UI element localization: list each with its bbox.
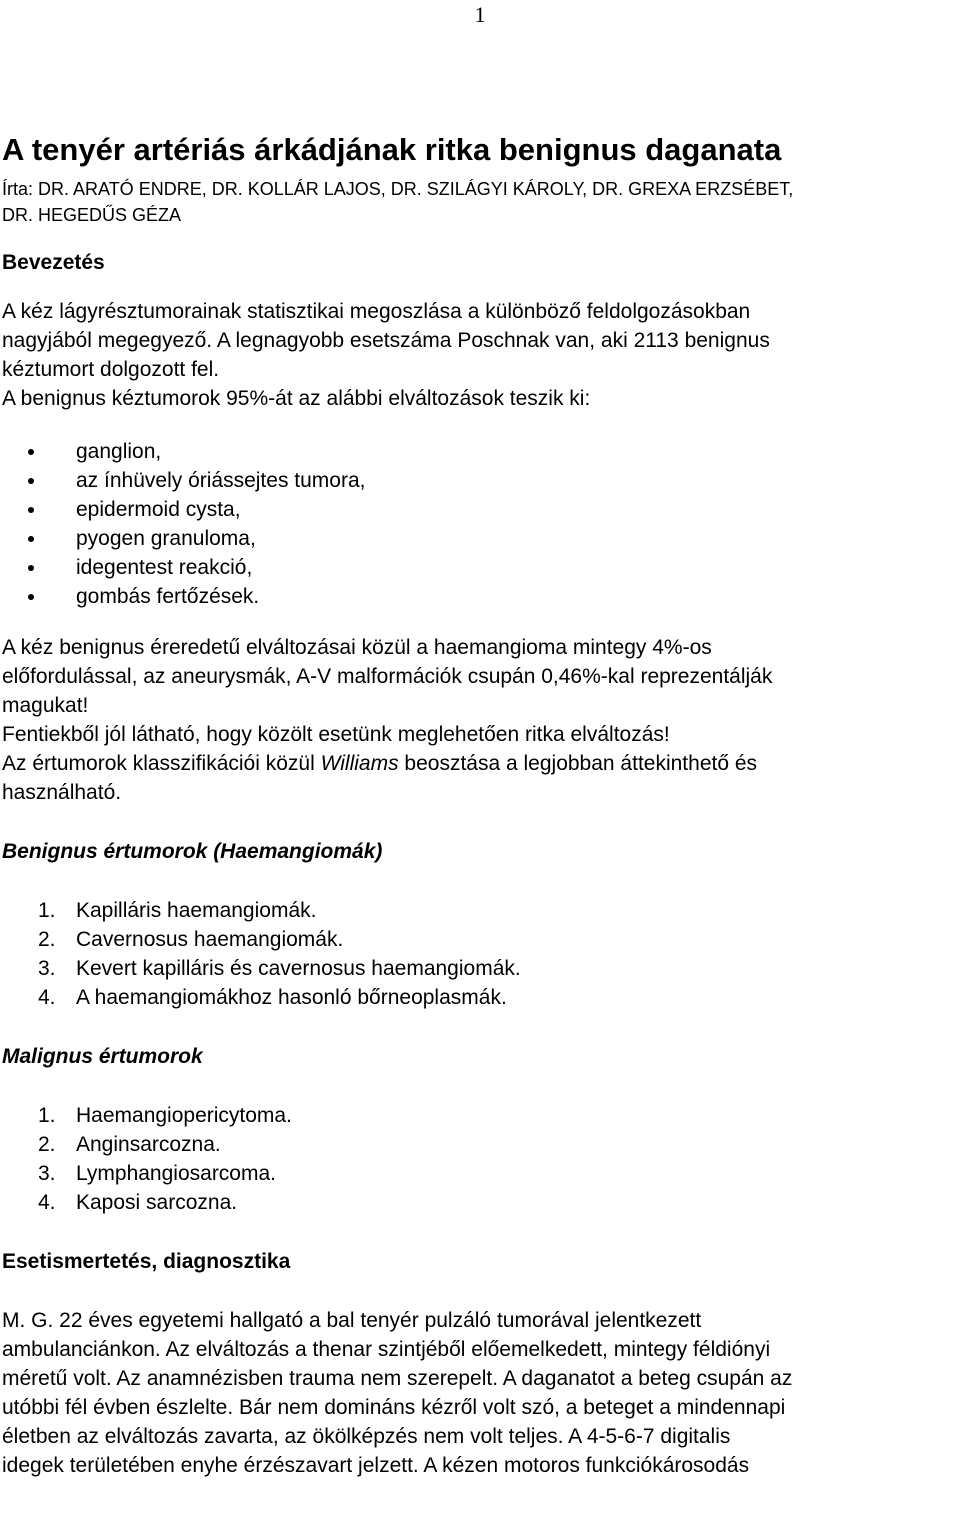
list-item-text: Anginsarcozna. bbox=[76, 1133, 221, 1156]
bullet-item: idegentest reakció, bbox=[2, 553, 942, 582]
list-item-text: A haemangiomákhoz hasonló bőrneoplasmák. bbox=[76, 986, 507, 1009]
list-item-text: Lymphangiosarcoma. bbox=[76, 1162, 276, 1185]
intro-paragraph-2 bbox=[2, 633, 942, 807]
list-item bbox=[2, 925, 942, 954]
text-line: A kéz benignus éreredetű elváltozásai közül a haemangioma mintegy 4%-os bbox=[2, 636, 712, 659]
case-paragraph bbox=[2, 1306, 942, 1480]
text-line: méretű volt. Az anamnézisben trauma nem szerepelt. A daganatot a beteg csupán az bbox=[2, 1367, 793, 1390]
bullet-item: epidermoid cysta, bbox=[2, 495, 942, 524]
text-line: beosztása a legjobban áttekinthető és bbox=[398, 752, 758, 775]
list-item bbox=[2, 1130, 942, 1159]
tumor-bullet-list bbox=[2, 437, 942, 611]
intro-paragraph bbox=[2, 297, 942, 413]
document-title: A tenyér artériás árkádjának ritka benignus daganata bbox=[2, 132, 782, 167]
list-item bbox=[2, 1159, 942, 1188]
list-item-text: Kaposi sarcozna. bbox=[76, 1191, 238, 1214]
bullet-item: ganglion, bbox=[2, 437, 942, 466]
text-line: Fentiekből jól látható, hogy közölt esetünk meglehetően ritka elváltozás! bbox=[2, 723, 670, 746]
list-number: 1. bbox=[38, 1104, 56, 1127]
text-line: idegek területében enyhe érzészavart jelzett. A kézen motoros funkciókárosodás bbox=[2, 1454, 750, 1477]
list-item bbox=[2, 1188, 942, 1217]
malign-list bbox=[2, 1101, 942, 1217]
text-line: életben az elváltozás zavarta, az ökölképzés nem volt teljes. A 4-5-6-7 digitalis bbox=[2, 1425, 731, 1448]
list-number: 3. bbox=[38, 1162, 56, 1185]
text-line: utóbbi fél évben észlelte. Bár nem domináns kézről volt szó, a beteget a mindennapi bbox=[2, 1396, 786, 1419]
text-line: ambulanciánkon. Az elváltozás a thenar szintjéből előemelkedett, mintegy féldiónyi bbox=[2, 1338, 771, 1361]
author-name-italic: Williams bbox=[320, 752, 399, 775]
text-line: Az értumorok klasszifikációi közül bbox=[2, 752, 321, 775]
list-number: 3. bbox=[38, 957, 56, 980]
text-line: magukat! bbox=[2, 694, 89, 717]
bullet-item: az ínhüvely óriássejtes tumora, bbox=[2, 466, 942, 495]
authors-line: DR. HEGEDŰS GÉZA bbox=[2, 205, 182, 225]
list-number: 1. bbox=[38, 899, 56, 922]
list-number: 2. bbox=[38, 1133, 56, 1156]
text-line: A kéz lágyrésztumorainak statisztikai megoszlása a különböző feldolgozásokban bbox=[2, 300, 751, 323]
text-line: használható. bbox=[2, 781, 122, 804]
page-number: 1 bbox=[474, 2, 486, 27]
list-item-text: Kapilláris haemangiomák. bbox=[76, 899, 317, 922]
list-number: 4. bbox=[38, 986, 56, 1009]
section-heading-intro: Bevezetés bbox=[2, 251, 105, 274]
list-item-text: Cavernosus haemangiomák. bbox=[76, 928, 344, 951]
text-line: előfordulással, az aneurysmák, A-V malformációk csupán 0,46%-kal reprezentálják bbox=[2, 665, 773, 688]
text-line: kéztumort dolgozott fel. bbox=[2, 358, 220, 381]
section-heading-benign: Benignus értumorok (Haemangiomák) bbox=[2, 840, 383, 863]
benign-list bbox=[2, 896, 942, 1012]
authors-block bbox=[2, 176, 942, 228]
text-line: M. G. 22 éves egyetemi hallgató a bal tenyér pulzáló tumorával jelentkezett bbox=[2, 1309, 702, 1332]
list-item-text: Kevert kapilláris és cavernosus haemangiomák. bbox=[76, 957, 521, 980]
section-heading-case: Esetismertetés, diagnosztika bbox=[2, 1250, 291, 1273]
bullet-item: gombás fertőzések. bbox=[2, 582, 942, 611]
authors-line: Írta: DR. ARATÓ ENDRE, DR. KOLLÁR LAJOS, DR. SZILÁGYI KÁROLY, DR. GREXA ERZSÉBET, bbox=[2, 179, 794, 199]
list-item bbox=[2, 983, 942, 1012]
list-item bbox=[2, 1101, 942, 1130]
list-item bbox=[2, 954, 942, 983]
list-number: 2. bbox=[38, 928, 56, 951]
bullet-item: pyogen granuloma, bbox=[2, 524, 942, 553]
list-number: 4. bbox=[38, 1191, 56, 1214]
document-body bbox=[2, 130, 942, 1480]
text-line: A benignus kéztumorok 95%-át az alábbi elváltozások teszik ki: bbox=[2, 387, 591, 410]
list-item-text: Haemangiopericytoma. bbox=[76, 1104, 292, 1127]
text-line: nagyjából megegyező. A legnagyobb esetszáma Poschnak van, aki 2113 benignus bbox=[2, 329, 770, 352]
list-item bbox=[2, 896, 942, 925]
section-heading-malign: Malignus értumorok bbox=[2, 1045, 203, 1068]
